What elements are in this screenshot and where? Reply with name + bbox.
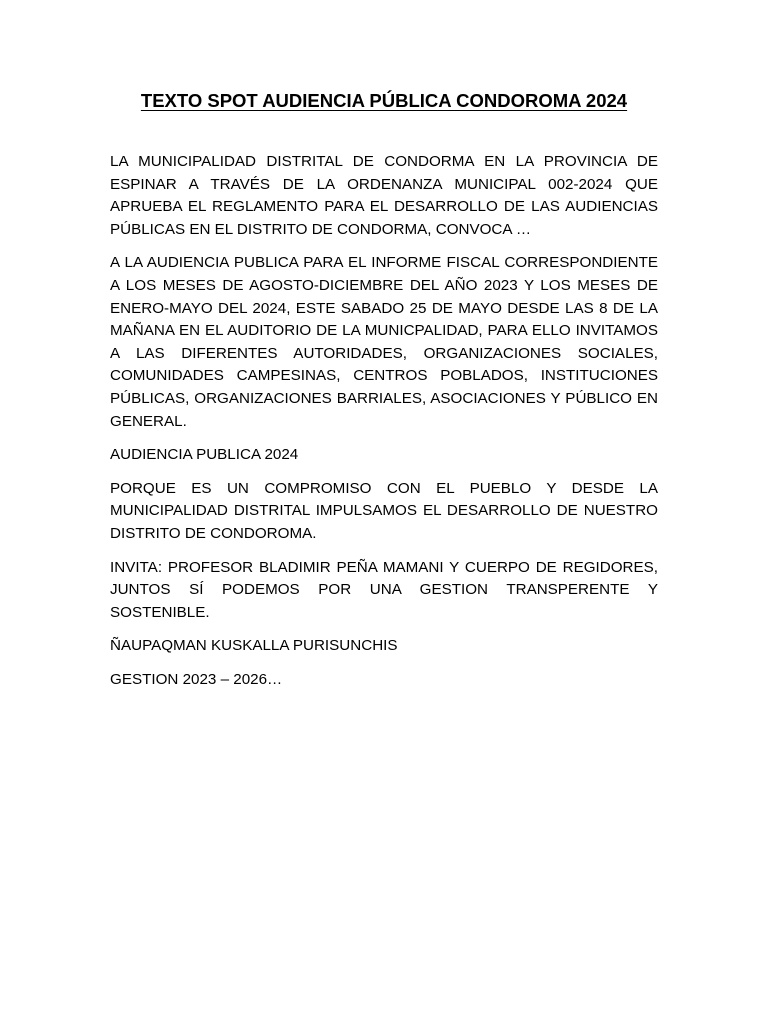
paragraph-audiencia-heading: AUDIENCIA PUBLICA 2024	[110, 446, 299, 464]
paragraph-convocatoria: LA MUNICIPALIDAD DISTRITAL DE CONDORMA EN LA PROVINCIA DE ESPINAR A TRAVÉS DE LA ORDENANZA MUNICIPAL 002-2024 QUE APRUEBA EL REGLAMENTO PARA EL DESARROLLO DE LAS AUDIENCIAS PÚBLICAS EN EL DISTRITO DE CONDORMA, CONVOCA …	[110, 153, 658, 238]
paragraph-gestion: GESTION 2023 – 2026…	[110, 670, 283, 688]
paragraph-invita: INVITA: PROFESOR BLADIMIR PEÑA MAMANI Y CUERPO DE REGIDORES, JUNTOS SÍ PODEMOS POR UNA GESTION TRANSPERENTE Y SOSTENIBLE.	[110, 558, 658, 621]
paragraph-slogan: ÑAUPAQMAN KUSKALLA PURISUNCHIS	[110, 637, 398, 655]
paragraph-compromiso: PORQUE ES UN COMPROMISO CON EL PUEBLO Y DESDE LA MUNICIPALIDAD DISTRITAL IMPULSAMOS EL DESARROLLO DE NUESTRO DISTRITO DE CONDOROMA.	[110, 479, 658, 542]
document-title: TEXTO SPOT AUDIENCIA PÚBLICA CONDOROMA 2024	[140, 90, 628, 111]
paragraph-audiencia-details: A LA AUDIENCIA PUBLICA PARA EL INFORME FISCAL CORRESPONDIENTE A LOS MESES DE AGOSTO-DICIEMBRE DEL AÑO 2023 Y LOS MESES DE ENERO-MAYO DEL 2024, ESTE SABADO 25 DE MAYO DESDE LAS 8 DE LA MAÑANA EN EL AUDITORIO DE LA MUNICPALIDAD, PARA ELLO INVITAMOS A LAS DIFERENTES AUTORIDADES, ORGANIZACIONES SOCIALES, COMUNIDADES CAMPESINAS, CENTROS POBLADOS, INSTITUCIONES PÚBLICAS, ORGANIZACIONES BARRIALES, ASOCIACIONES Y PÚBLICO EN GENERAL.	[110, 254, 658, 430]
document-body	[110, 151, 658, 702]
